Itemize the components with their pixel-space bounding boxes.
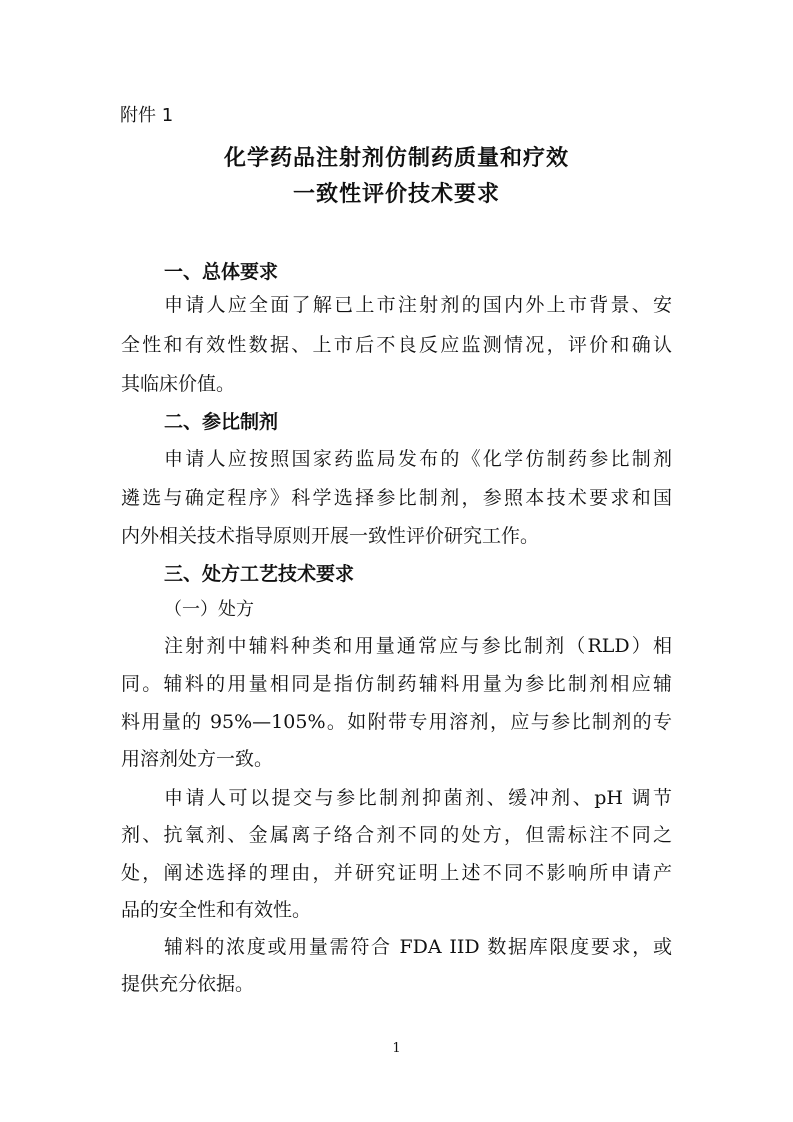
paragraph-line: 品的安全性和有效性。: [121, 899, 312, 921]
section-heading-formulation-process: 三、处方工艺技术要求: [164, 563, 355, 585]
paragraph-line: 申请人可以提交与参比制剂抑菌剂、缓冲剂、pH 调节: [164, 787, 672, 809]
paragraph-line: 注射剂中辅料种类和用量通常应与参比制剂（RLD）相: [164, 635, 672, 657]
paragraph-line: 辅料的浓度或用量需符合 FDA IID 数据库限度要求，或: [164, 936, 672, 958]
paragraph-line: 处，阐述选择的理由，并研究证明上述不同不影响所申请产: [121, 862, 672, 884]
subsection-heading-formulation: （一）处方: [164, 599, 254, 620]
paragraph-line: 料用量的 95%—105%。如附带专用溶剂，应与参比制剂的专: [121, 711, 672, 733]
paragraph-line: 用溶剂处方一致。: [121, 748, 274, 770]
section-heading-reference-preparation: 二、参比制剂: [164, 411, 279, 433]
paragraph-line: 申请人应全面了解已上市注射剂的国内外上市背景、安: [164, 294, 672, 316]
paragraph-line: 提供充分依据。: [121, 973, 255, 995]
paragraph-line: 全性和有效性数据、上市后不良反应监测情况，评价和确认: [121, 334, 672, 356]
paragraph-line: 同。辅料的用量相同是指仿制药辅料用量为参比制剂相应辅: [121, 673, 672, 695]
paragraph-line: 其临床价值。: [121, 373, 236, 395]
document-title-line-1: 化学药品注射剂仿制药质量和疗效: [223, 146, 569, 171]
paragraph-line: 申请人应按照国家药监局发布的《化学仿制药参比制剂: [164, 448, 672, 470]
attachment-label: 附件 1: [120, 105, 174, 126]
page-number: 1: [392, 1041, 401, 1056]
section-heading-general-requirements: 一、总体要求: [164, 261, 279, 283]
paragraph-line: 内外相关技术指导原则开展一致性评价研究工作。: [121, 525, 540, 547]
paragraph-line: 剂、抗氧剂、金属离子络合剂不同的处方，但需标注不同之: [121, 824, 672, 846]
paragraph-line: 遴选与确定程序》科学选择参比制剂，参照本技术要求和国: [121, 487, 672, 509]
document-title-line-2: 一致性评价技术要求: [292, 182, 500, 207]
